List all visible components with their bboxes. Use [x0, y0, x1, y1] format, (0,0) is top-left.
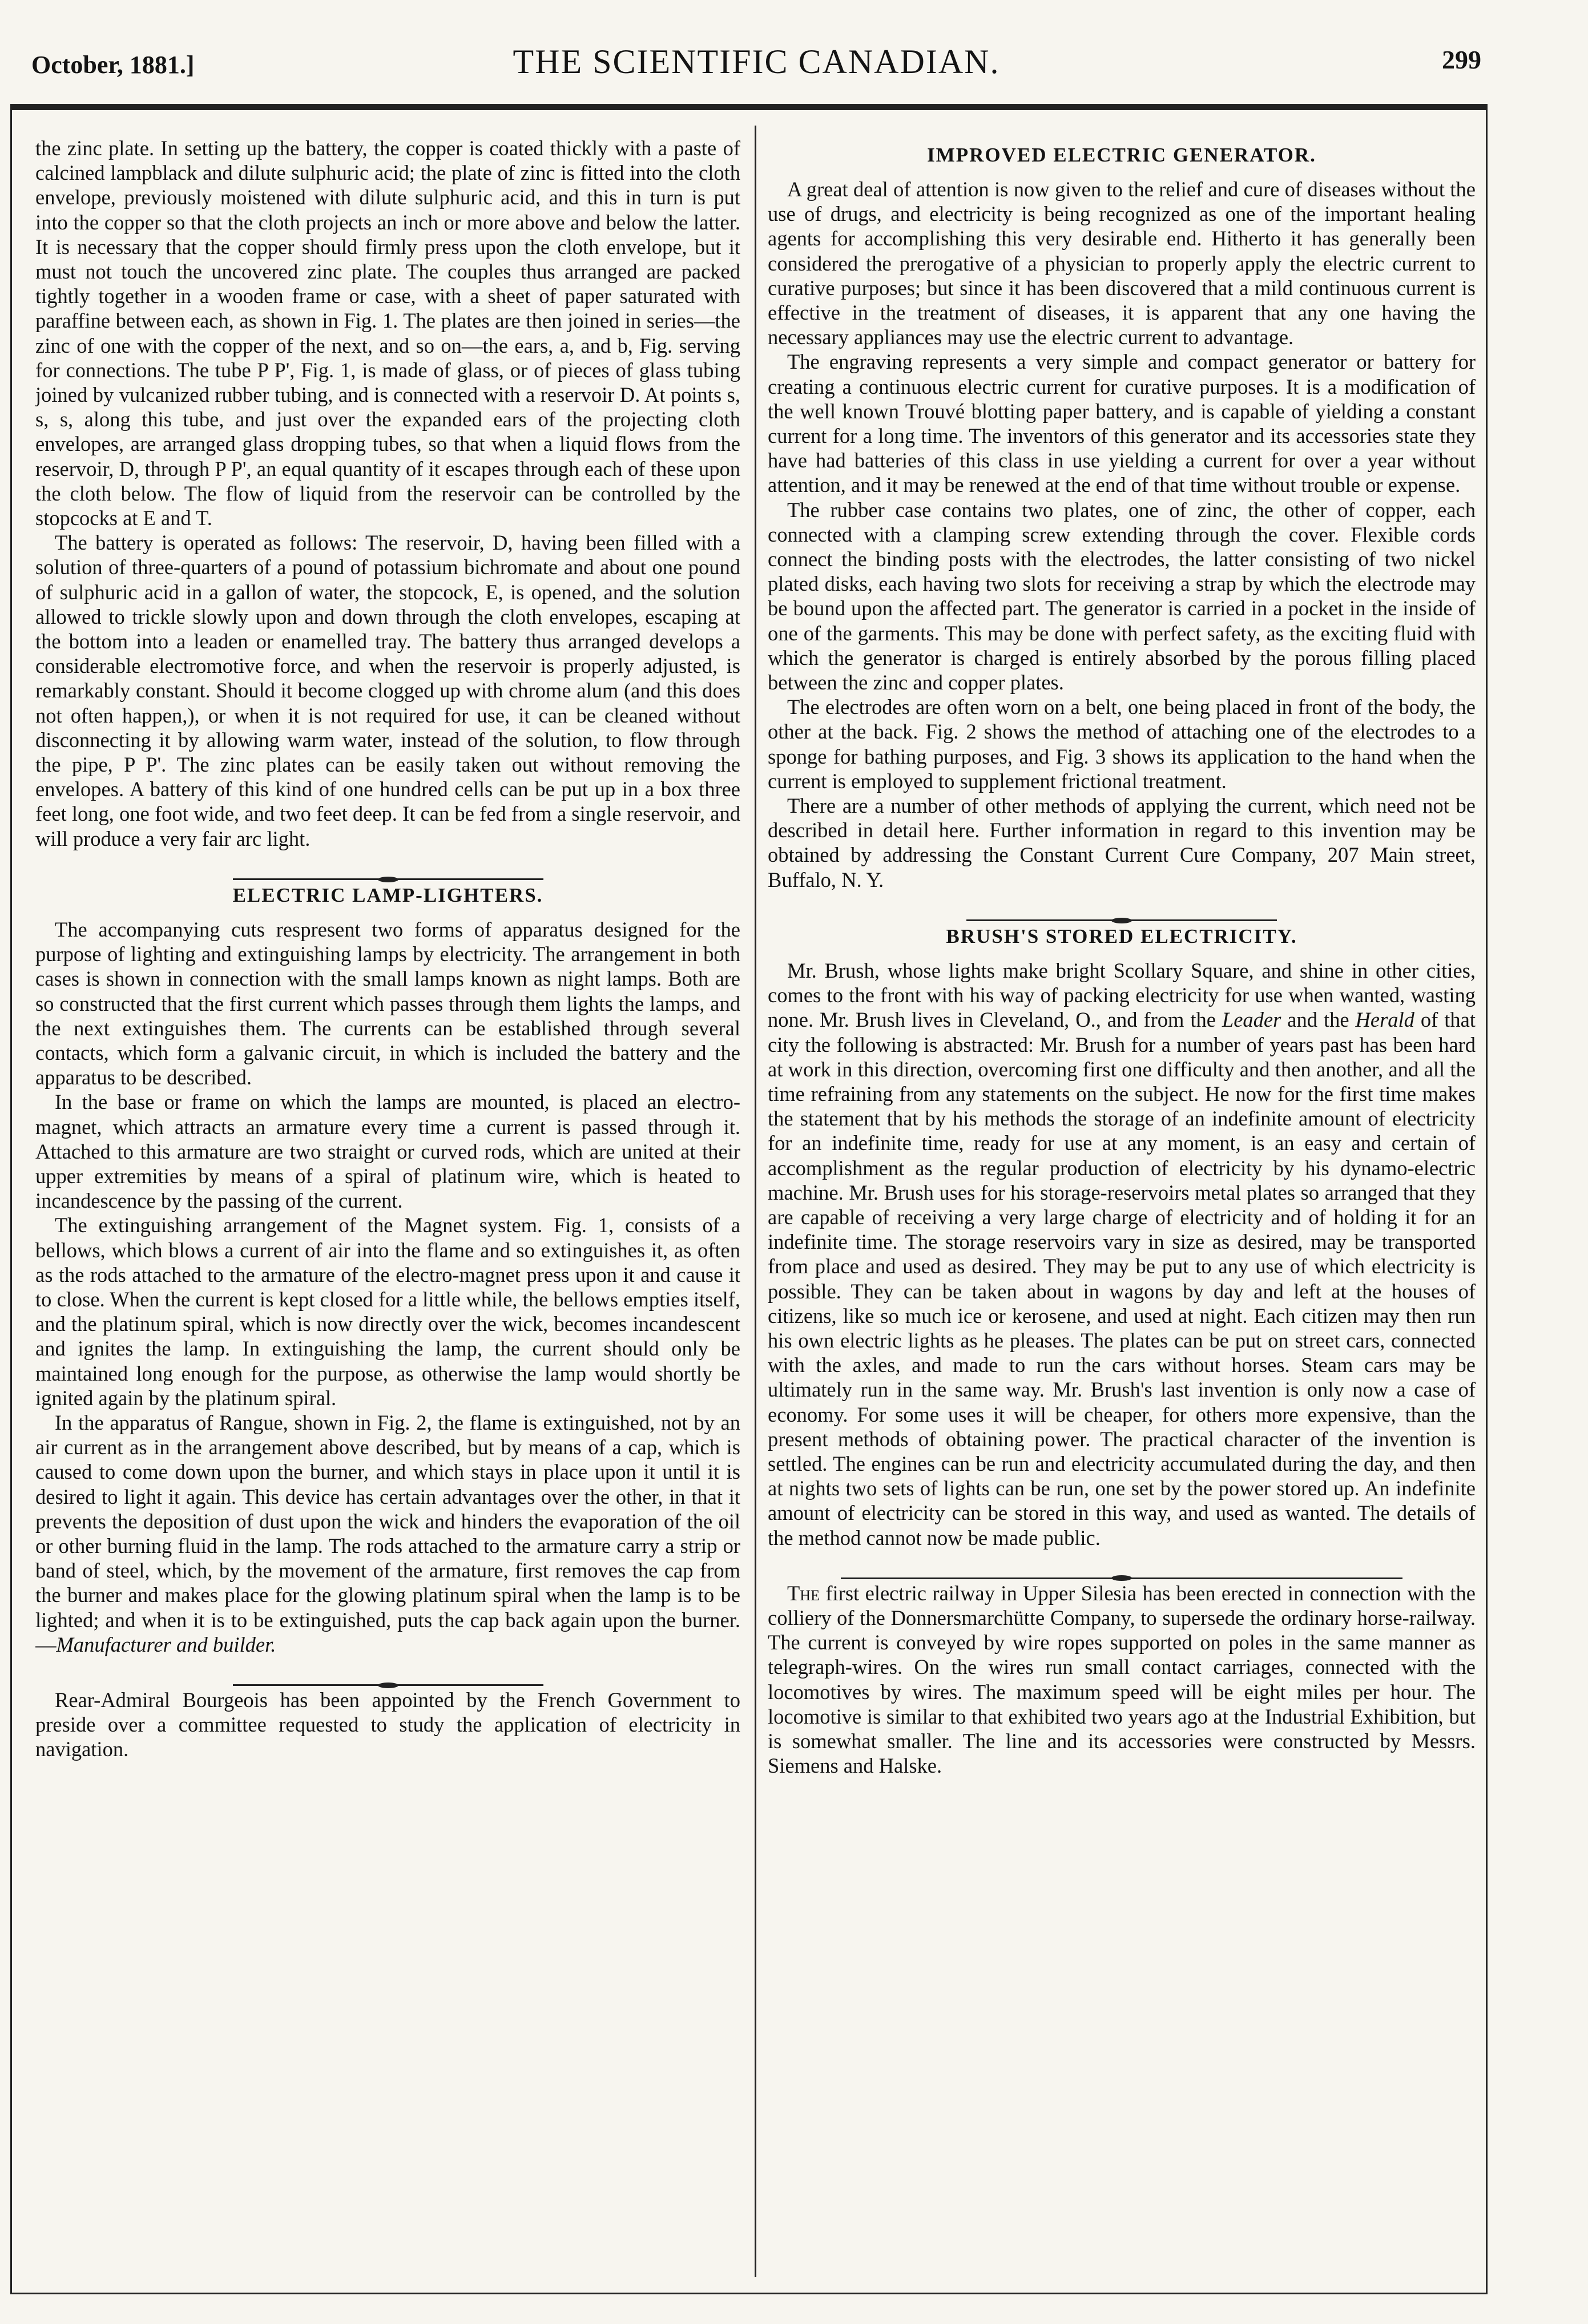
railway-lead-word: The: [787, 1581, 820, 1605]
publication-title: THE SCIENTIFIC CANADIAN.: [513, 43, 1000, 80]
lamp-lighters-heading: ELECTRIC LAMP-LIGHTERS.: [232, 883, 543, 906]
generator-paragraph: A great deal of attention is now given to the relief and cure of diseases without the use of drugs, and electricity is being recognized as one of the important healing agents for accomplishing this very desirable end. Hitherto it has generally been considered the prerogative of a physician to properly apply the electric current to curative purposes; but since it has been discovered that a mild continuous current is effective in the treatment of diseases, it is apparent that any one having the necessary appliances may use the electric current to advantage.: [768, 177, 1476, 349]
battery-operation-paragraph: The battery is operated as follows: The reservoir, D, having been filled with a solution of three-quarters of a pound of potassium bichromate and about one pound of sulphuric acid in a gallon of water, the stopcock, E, is opened, and the solution allowed to trickle slowly upon and down through the cloth envelopes, escaping at the bottom into a leaden or enamelled tray. The battery thus arranged develops a considerable electromotive force, and when the reservoir is properly adjusted, is remarkably constant. Should it become clogged up with chrome alum (and this does not often happen,), or when it is not required for use, it can be cleaned without disconnecting it by allowing warm water, instead of the solution, to flow through the pipe, P P'. The zinc plates can be easily taken out without removing the envelopes. A battery of this kind of one hundred cells can be put up in a box three feet long, one foot wide, and two feet deep. It can be fed from a single reservoir, and will produce a very fair arc light.: [35, 531, 740, 850]
section-ornament-rule: [768, 906, 1476, 917]
brush-text-start: Mr. Brush, whose lights make bright Scollary Square, and shine in other cities, comes to the front with his way of packing electricity for use when wanted, wasting none. Mr. Brush lives in Cleveland, O., and from the: [768, 958, 1476, 1032]
lamp-lighters-paragraph: In the base or frame on which the lamps are mounted, is placed an electro-magnet, which attracts an armature every time a current is passed through it. Attached to this armature are two straight or curved rods, which are united at their upper extremities by means of a spiral of platinum wire, which is heated to incandescence by the passing of the current.: [35, 1090, 740, 1213]
generator-paragraph: The rubber case contains two plates, one of zinc, the other of copper, each connected with a clamping screw extending through the cover. Flexible cords connect the binding posts with the electrodes, the latter consisting of two nickel plated disks, each having two slots for receiving a strap by which the electrode may be bound upon the affected part. The generator is carried in a pocket in the inside of one of the garments. This may be done with perfect safety, as the exciting fluid with which the generator is charged is entirely absorbed by the porous filling placed between the zinc and copper plates.: [768, 498, 1476, 695]
generator-paragraph: The engraving represents a very simple and compact generator or battery for creating a continuous electric current for curative purposes. It is a modification of the well known Trouvé blotting paper battery, and is capable of yielding a constant current for a long time. The inventors of this generator and its accessories state they have had batteries of this class in use yielding a current for over a year without attention, and it may be renewed at the end of that time without trouble or expense.: [768, 350, 1476, 497]
source-credit: Manufacturer and builder.: [56, 1632, 276, 1656]
brush-paragraph: [768, 958, 1476, 1550]
top-thick-rule: [10, 104, 1488, 108]
brush-text-and: and the: [1281, 1008, 1356, 1032]
lamp-lighters-paragraph: [35, 1410, 740, 1657]
brush-text-end: of that city the following is abstracted: Mr. Brush for a number of years past has been hard at work in this direction, overcoming first one difficulty and then another, and all the time refraining from any statements on the subject. He now for the first time makes the statement that by his methods the storage of an indefinite amount of electricity for an indefinite time, ready for use at any moment, is an easy and certain of accomplishment as the regular production of electricity by his dynamo-electric machine. Mr. Brush uses for his storage-reservoirs metal plates so arranged that they are capable of receiving a very large charge of electricity and of holding it for an indefinite time. The storage reservoirs vary in size as desired, may be transported from place and used as desired. They may be put to any use of which electricity is possible. They can be taken about in wagons by day and left at the houses of citizens, like so much ice or kerosene, and used at night. Each citizen may then run his own electric lights as he pleases. The plates can be put on street cars, connected with the axles, and made to run the cars without horses. Steam cars may be ultimately run in the same way. Mr. Brush's last invention is only now a case of economy. For some uses it will be cheaper, for others more expensive, than the present methods of obtaining power. The practical character of the invention is settled. The engines can be run and electricity accumulated during the day, and then at nights two sets of lights can be run, one set by the power stored up. An indefinite amount of electricity can be stored in this way, and used as wanted. The details of the method cannot now be made public.: [768, 1008, 1476, 1550]
generator-paragraph: The electrodes are often worn on a belt, one being placed in front of the body, the other at the back. Fig. 2 shows the method of attaching one of the electrodes to a sponge for bathing purposes, and Fig. 3 shows its application to the hand when the current is employed to supplement frictional treatment.: [768, 695, 1476, 793]
source-dash: —: [35, 1632, 57, 1656]
issue-date: October, 1881.]: [31, 51, 195, 79]
section-ornament-rule: [35, 865, 740, 876]
column-divider: [755, 126, 756, 2277]
page-number: 299: [1442, 45, 1481, 74]
generator-heading: IMPROVED ELECTRIC GENERATOR.: [927, 144, 1316, 166]
lamp-lighters-paragraph: The accompanying cuts respresent two forms of apparatus designed for the purpose of lighting and extinguishing lamps by electricity. The arrangement in both cases is shown in connection with the small lamps known as night lamps. Both are so constructed that the first current which passes through them lights the lamps, and the next extinguishes them. The currents can be established through several contacts, which form a galvanic circuit, in which is included the battery and the apparatus to be described.: [35, 917, 740, 1090]
leader-title: Leader: [1222, 1008, 1281, 1032]
railway-paragraph: [768, 1581, 1476, 1778]
lamp-lighters-paragraph: The extinguishing arrangement of the Magnet system. Fig. 1, consists of a bellows, which blows a current of air into the flame and so extinguishes it, as often as the rods attached to the armature of the electro-magnet press upon it and cause it to close. When the current is kept closed for a little while, the bellows empties itself, and the platinum spiral, which is now directly over the wick, becomes incandescent and ignites the lamp. In extinguishing the lamp, the current should only be maintained long enough for the purpose, as otherwise the lamp would shortly be ignited again by the platinum spiral.: [35, 1213, 740, 1410]
generator-paragraph: There are a number of other methods of applying the current, which need not be described in detail here. Further information in regard to this invention may be obtained by addressing the Constant Current Cure Company, 207 Main street, Buffalo, N. Y.: [768, 794, 1476, 891]
masthead: [31, 39, 1481, 84]
section-ornament-rule: [768, 1564, 1476, 1575]
brush-heading: BRUSH'S STORED ELECTRICITY.: [946, 925, 1297, 947]
lamp-lighters-paragraph-text: In the apparatus of Rangue, shown in Fig. 2, the flame is extinguished, not by an air current as in the arrangement above described, but by means of a cap, which is caused to come down upon the burner, and which stays in place upon it until it is desired to light it again. This device has certain advantages over the other, in that it prevents the deposition of dust upon the wick and hinders the evaporation of the oil or other burning fluid in the lamp. The rods attached to the armature carry a strip or band of steel, which, by the movement of the armature, first removes the cap from the burner and makes place for the glowing platinum spiral when the lamp is to be lighted; and when it is to be extinguished, puts the cap back again upon the burner.: [35, 1410, 740, 1632]
right-column: [768, 136, 1476, 2282]
section-ornament-rule: [35, 1671, 740, 1682]
railway-text: first electric railway in Upper Silesia has been erected in connection with the colliery of the Donnersmarchütte Company, to supersede the ordinary horse-railway. The current is conveyed by wire ropes supported on poles in the same manner as telegraph-wires. On the wires run small contact carriages, connected with the locomotives by wires. The maximum speed will be eight miles per hour. The locomotive is similar to that exhibited two years ago at the Industrial Exhibition, but is somewhat smaller. The line and its accessories were constructed by Messrs. Siemens and Halske.: [768, 1581, 1476, 1778]
bourgeois-note: Rear-Admiral Bourgeois has been appointed by the French Government to preside over a committee requested to study the application of electricity in navigation.: [35, 1688, 740, 1761]
battery-continued-paragraph: the zinc plate. In setting up the battery, the copper is coated thickly with a paste of calcined lampblack and dilute sulphuric acid; the plate of zinc is fitted into the cloth envelope, previously moistened with dilute sulphuric acid, and this in turn is put into the copper so that the cloth projects an inch or more above and below the latter. It is necessary that the copper should firmly press upon the cloth envelope, but it must not touch the uncovered zinc plate. The couples thus arranged are packed tightly together in a wooden frame or case, with a sheet of paper saturated with paraffine between each, as shown in Fig. 1. The plates are then joined in series—the zinc of one with the copper of the next, and so on—the ears, a, and b, Fig. serving for connections. The tube P P', Fig. 1, is made of glass, or of pieces of glass tubing joined by vulcanized rubber tubing, and is connected with a reservoir D. At points s, s, s, along this tube, and just over the expanded ears of the projecting cloth envelopes, are arranged glass dropping tubes, so that when a liquid flows from the reservoir, D, through P P', an equal quantity of it escapes through each of these upon the cloth below. The flow of liquid from the reservoir can be controlled by the stopcocks at E and T.: [35, 136, 740, 530]
herald-title: Herald: [1355, 1008, 1414, 1032]
left-column: [35, 136, 740, 2282]
